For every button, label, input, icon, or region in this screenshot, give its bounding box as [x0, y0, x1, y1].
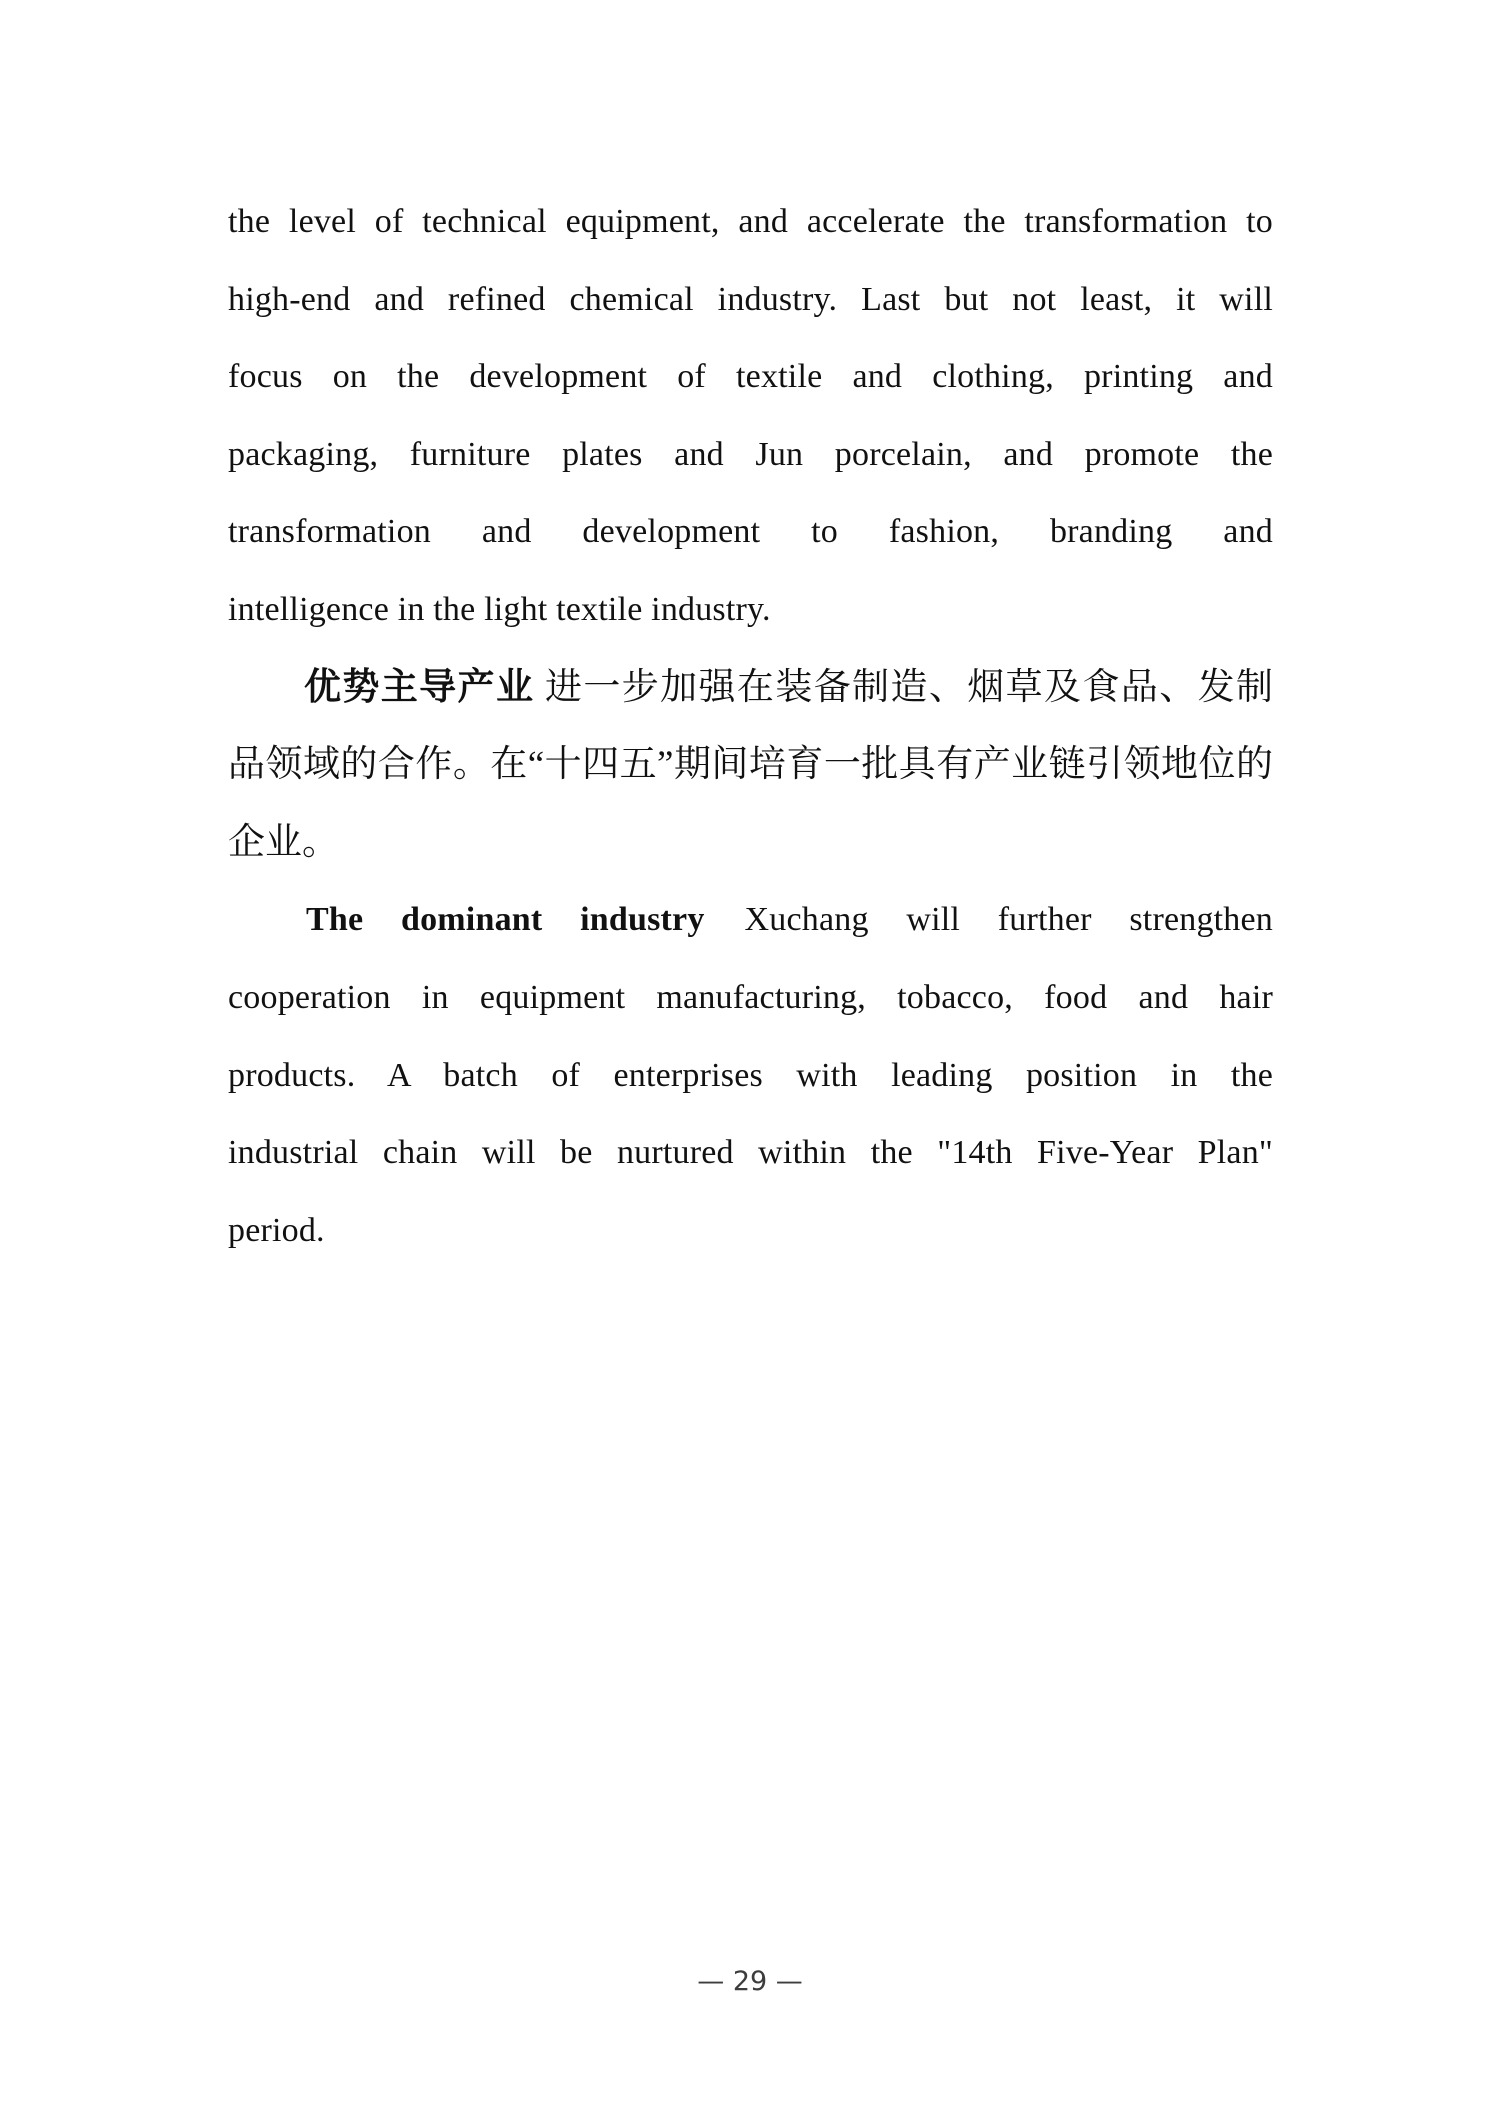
text-line: transformation and development to fashion, branding and — [228, 513, 1273, 551]
text-line: the level of technical equipment, and accelerate the transformation to — [228, 203, 1273, 240]
text-line: 企业。 — [228, 821, 339, 863]
text-line: packaging, furniture plates and Jun porcelain, and promote the — [228, 435, 1273, 473]
en-heading-dominant-industry: The dominant industry — [306, 901, 705, 939]
page-number: — 29 — — [697, 1966, 803, 1997]
paragraph-light-textile — [228, 183, 1273, 649]
paragraph-dominant-industry-en — [228, 881, 1273, 1269]
paragraph-dominant-industry-zh — [228, 649, 1273, 882]
text-line — [228, 881, 1273, 959]
text-line: period. — [228, 1211, 325, 1249]
text-line: focus on the development of textile and clothing, printing and — [228, 358, 1273, 396]
zh-heading-dominant-industry: 优势主导产业 — [304, 666, 535, 708]
text-line: cooperation in equipment manufacturing, tobacco, food and hair — [228, 978, 1273, 1016]
page-body-text — [228, 183, 1273, 1269]
text-line: high-end and refined chemical industry. Last but not least, it will — [228, 280, 1273, 318]
text-line: industrial chain will be nurtured within the "14th Five-Year Plan" — [228, 1134, 1273, 1172]
text-line: products. A batch of enterprises with leading position in the — [228, 1056, 1273, 1094]
text-line — [228, 649, 1273, 727]
zh-heading-rest: 进一步加强在装备制造、烟草及食品、发制 — [544, 666, 1274, 708]
en-heading-rest: Xuchang will further strengthen — [744, 901, 1274, 939]
text-line: 品领域的合作。在“十四五”期间培育一批具有产业链引领地位的 — [228, 744, 1273, 786]
text-line: intelligence in the light textile industry. — [228, 590, 771, 628]
